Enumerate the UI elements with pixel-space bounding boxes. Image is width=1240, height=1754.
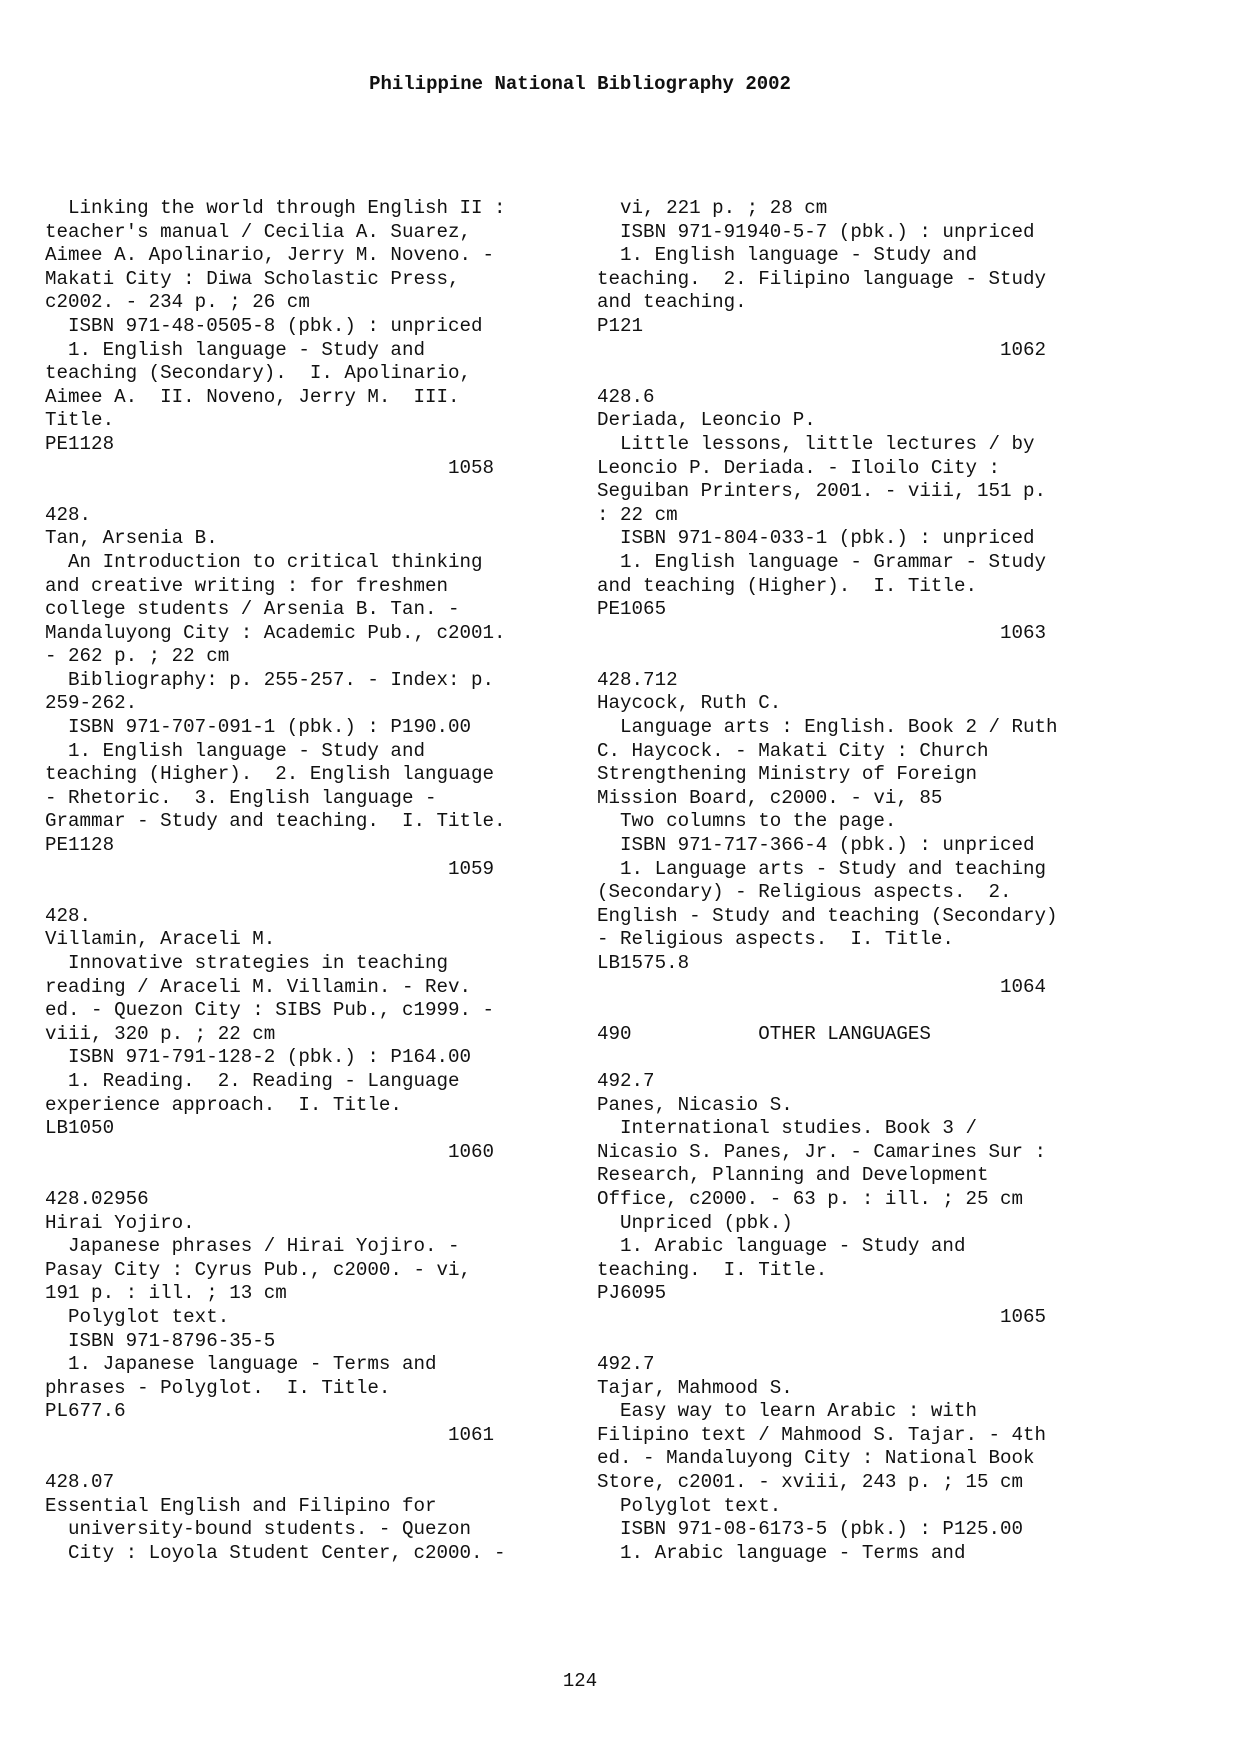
text-line: Panes, Nicasio S. bbox=[597, 1093, 793, 1116]
text-line: 1. Arabic language - Terms and bbox=[597, 1541, 966, 1564]
text-line: - 262 p. ; 22 cm bbox=[45, 645, 230, 668]
text-line: Aimee A. II. Noveno, Jerry M. III. bbox=[45, 385, 460, 408]
text-line: 1061 bbox=[45, 1423, 495, 1446]
text-line bbox=[597, 362, 1058, 386]
text-line: ISBN 971-8796-35-5 bbox=[45, 1329, 276, 1352]
text-line: C. Haycock. - Makati City : Church bbox=[597, 739, 989, 762]
text-line: vi, 221 p. ; 28 cm bbox=[597, 197, 828, 219]
text-line: 428.02956 bbox=[45, 1187, 149, 1210]
text-line: An Introduction to critical thinking bbox=[45, 550, 483, 573]
text-line: ISBN 971-791-128-2 (pbk.) : P164.00 bbox=[45, 1046, 472, 1069]
text-line: ed. - Mandaluyong City : National Book bbox=[597, 1447, 1035, 1470]
text-line: ISBN 971-48-0505-8 (pbk.) : unpriced bbox=[45, 314, 483, 337]
text-line: Strengthening Ministry of Foreign bbox=[597, 763, 977, 786]
text-line: 1059 bbox=[45, 857, 495, 880]
text-line: ISBN 971-717-366-4 (pbk.) : unpriced bbox=[597, 834, 1035, 857]
text-line: 1. English language - Study and bbox=[45, 338, 425, 361]
text-line: Innovative strategies in teaching bbox=[45, 952, 449, 974]
text-line: 1. Language arts - Study and teaching bbox=[597, 857, 1047, 880]
text-line: Polyglot text. bbox=[45, 1305, 230, 1328]
text-line: 1058 bbox=[45, 456, 495, 479]
text-line: 492.7 bbox=[597, 1069, 655, 1092]
text-line: English - Study and teaching (Secondary) bbox=[597, 904, 1058, 927]
text-line: phrases - Polyglot. I. Title. bbox=[45, 1376, 391, 1399]
text-line: Filipino text / Mahmood S. Tajar. - 4th bbox=[597, 1423, 1047, 1446]
text-line: teaching. I. Title. bbox=[597, 1258, 828, 1281]
text-line: Leoncio P. Deriada. - Iloilo City : bbox=[597, 456, 1001, 479]
text-line: college students / Arsenia B. Tan. - bbox=[45, 598, 460, 621]
text-line: - Rhetoric. 3. English language - bbox=[45, 786, 437, 809]
text-line: City : Loyola Student Center, c2000. - bbox=[45, 1541, 506, 1564]
text-line: - Religious aspects. I. Title. bbox=[597, 928, 954, 951]
text-line: Easy way to learn Arabic : with bbox=[597, 1400, 977, 1423]
text-line: Tajar, Mahmood S. bbox=[597, 1376, 793, 1399]
text-line: : 22 cm bbox=[597, 503, 678, 526]
text-line: 428.712 bbox=[597, 668, 678, 691]
text-line bbox=[45, 1164, 506, 1188]
text-line: 1060 bbox=[45, 1140, 495, 1163]
text-line: Grammar - Study and teaching. I. Title. bbox=[45, 810, 506, 833]
text-line: teaching (Secondary). I. Apolinario, bbox=[45, 362, 472, 385]
text-line: PE1128 bbox=[45, 834, 115, 857]
text-line: 428.6 bbox=[597, 385, 655, 408]
page-title: Philippine National Bibliography 2002 bbox=[369, 73, 791, 95]
text-line: Hirai Yojiro. bbox=[45, 1211, 195, 1234]
text-line: PE1065 bbox=[597, 598, 667, 621]
text-line: Essential English and Filipino for bbox=[45, 1494, 437, 1517]
text-line: Store, c2001. - xviii, 243 p. ; 15 cm bbox=[597, 1471, 1024, 1494]
text-line: c2002. - 234 p. ; 26 cm bbox=[45, 291, 310, 314]
text-line: Two columns to the page. bbox=[597, 810, 897, 833]
text-line: 1064 bbox=[597, 975, 1047, 998]
text-line: 1. Reading. 2. Reading - Language bbox=[45, 1069, 460, 1092]
text-line: experience approach. I. Title. bbox=[45, 1093, 402, 1116]
text-line: 1065 bbox=[597, 1305, 1047, 1328]
text-line: 259-262. bbox=[45, 692, 138, 715]
text-line bbox=[45, 1447, 506, 1471]
text-line: university-bound students. - Quezon bbox=[45, 1518, 472, 1541]
text-line: ed. - Quezon City : SIBS Pub., c1999. - bbox=[45, 999, 495, 1022]
text-line: Pasay City : Cyrus Pub., c2000. - vi, bbox=[45, 1258, 472, 1281]
text-line bbox=[597, 1046, 1058, 1070]
text-line: PE1128 bbox=[45, 432, 115, 455]
text-line: 1063 bbox=[597, 621, 1047, 644]
text-line bbox=[597, 645, 1058, 669]
text-line: Deriada, Leoncio P. bbox=[597, 409, 816, 432]
text-line: Mission Board, c2000. - vi, 85 bbox=[597, 786, 943, 809]
text-line: 1. English language - Grammar - Study bbox=[597, 550, 1047, 573]
text-line: and creative writing : for freshmen bbox=[45, 574, 449, 597]
text-line: Mandaluyong City : Academic Pub., c2001. bbox=[45, 621, 506, 644]
text-line: Language arts : English. Book 2 / Ruth bbox=[597, 716, 1058, 739]
text-line: Little lessons, little lectures / by bbox=[597, 432, 1035, 455]
text-line: 1. English language - Study and bbox=[597, 244, 977, 267]
text-line: reading / Araceli M. Villamin. - Rev. bbox=[45, 975, 472, 998]
text-line: Haycock, Ruth C. bbox=[597, 692, 782, 715]
text-line: Villamin, Araceli M. bbox=[45, 928, 276, 951]
text-line: ISBN 971-707-091-1 (pbk.) : P190.00 bbox=[45, 716, 472, 739]
text-line: Title. bbox=[45, 409, 115, 432]
text-line: teacher's manual / Cecilia A. Suarez, bbox=[45, 220, 472, 243]
text-line: PJ6095 bbox=[597, 1282, 667, 1305]
text-line: Research, Planning and Development bbox=[597, 1164, 989, 1187]
text-line: Polyglot text. bbox=[597, 1494, 782, 1517]
text-line: 492.7 bbox=[597, 1353, 655, 1376]
left-column bbox=[45, 197, 506, 1565]
text-line: 1062 bbox=[597, 338, 1047, 361]
text-line: and teaching. bbox=[597, 291, 747, 314]
text-line: Tan, Arsenia B. bbox=[45, 527, 218, 550]
text-line: teaching (Higher). 2. English language bbox=[45, 763, 495, 786]
right-column bbox=[597, 197, 1058, 1565]
text-line: and teaching (Higher). I. Title. bbox=[597, 574, 977, 597]
text-line: Unpriced (pbk.) bbox=[597, 1211, 793, 1234]
text-line: ISBN 971-91940-5-7 (pbk.) : unpriced bbox=[597, 220, 1035, 243]
text-line bbox=[45, 881, 506, 905]
text-line: Office, c2000. - 63 p. : ill. ; 25 cm bbox=[597, 1187, 1024, 1210]
text-line: PL677.6 bbox=[45, 1400, 126, 1423]
text-line bbox=[597, 999, 1058, 1023]
text-line: Japanese phrases / Hirai Yojiro. - bbox=[45, 1235, 460, 1258]
text-line: teaching. 2. Filipino language - Study bbox=[597, 267, 1047, 290]
text-line: Bibliography: p. 255-257. - Index: p. bbox=[45, 668, 495, 691]
text-line: 1. English language - Study and bbox=[45, 739, 425, 762]
text-line: viii, 320 p. ; 22 cm bbox=[45, 1022, 276, 1045]
page-number: 124 bbox=[562, 1670, 598, 1692]
text-line: P121 bbox=[597, 314, 644, 337]
text-line: Nicasio S. Panes, Jr. - Camarines Sur : bbox=[597, 1140, 1047, 1163]
text-line: 428. bbox=[45, 904, 92, 927]
text-line: International studies. Book 3 / bbox=[597, 1117, 977, 1140]
text-line: 1. Japanese language - Terms and bbox=[45, 1353, 437, 1376]
text-line: (Secondary) - Religious aspects. 2. bbox=[597, 881, 1012, 904]
text-line: 428.07 bbox=[45, 1471, 115, 1494]
text-line: 428. bbox=[45, 503, 92, 526]
text-line: LB1050 bbox=[45, 1117, 115, 1140]
text-line: 191 p. : ill. ; 13 cm bbox=[45, 1282, 287, 1305]
text-line: Makati City : Diwa Scholastic Press, bbox=[45, 267, 460, 290]
text-line: LB1575.8 bbox=[597, 952, 690, 974]
text-line: 1. Arabic language - Study and bbox=[597, 1235, 966, 1258]
text-line bbox=[597, 1330, 1058, 1354]
text-line: Linking the world through English II : bbox=[45, 197, 506, 219]
text-line: 490 OTHER LANGUAGES bbox=[597, 1022, 931, 1045]
text-line: ISBN 971-804-033-1 (pbk.) : unpriced bbox=[597, 527, 1035, 550]
text-line: ISBN 971-08-6173-5 (pbk.) : P125.00 bbox=[597, 1518, 1024, 1541]
text-line bbox=[45, 480, 506, 504]
text-line: Seguiban Printers, 2001. - viii, 151 p. bbox=[597, 480, 1047, 503]
text-line: Aimee A. Apolinario, Jerry M. Noveno. - bbox=[45, 244, 495, 267]
